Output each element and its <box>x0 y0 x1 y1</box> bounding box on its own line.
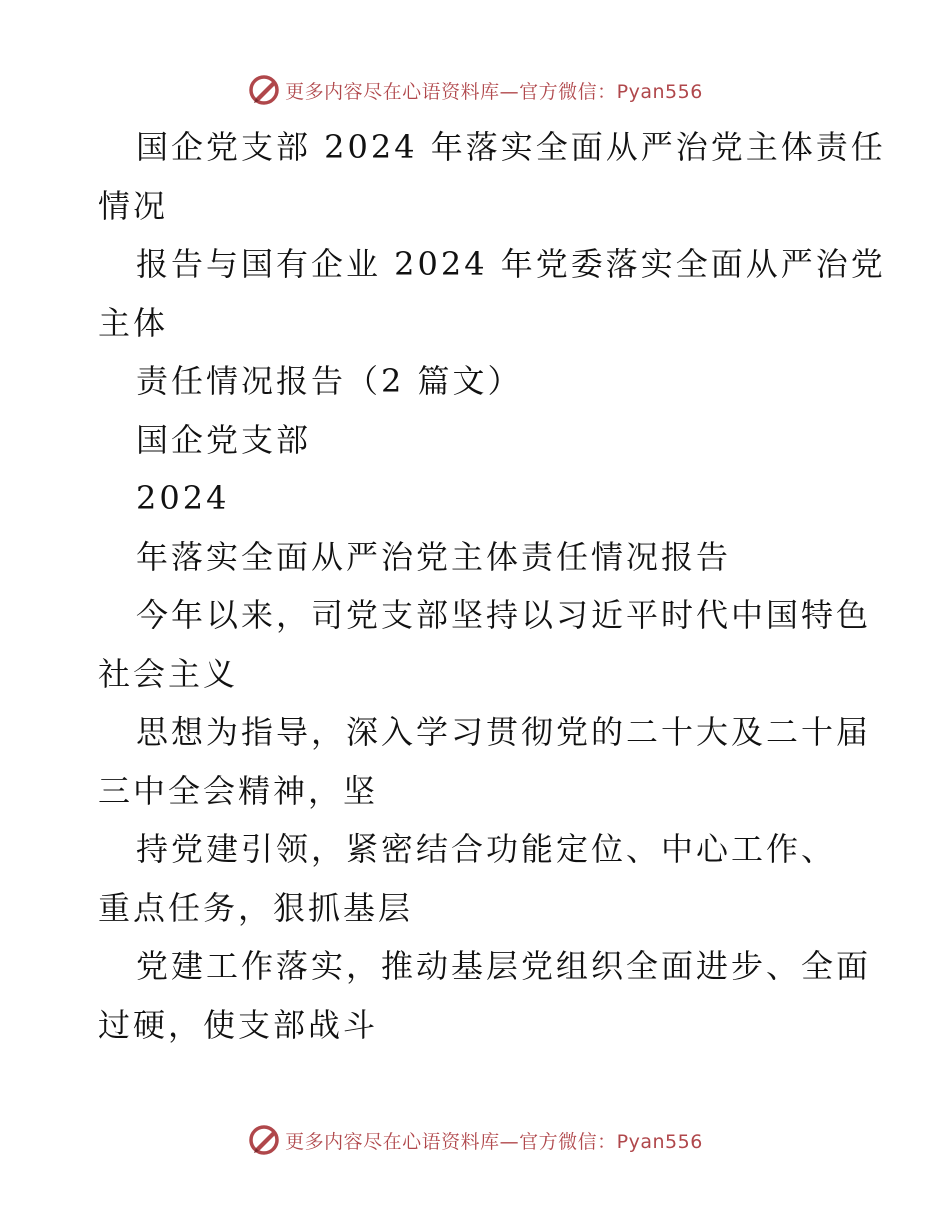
watermark-text: 更多内容尽在心语资料库—官方微信：Pyan556 <box>285 80 703 103</box>
text-line: 过硬，使支部战斗 <box>98 1005 379 1044</box>
text-line: 国企党支部 <box>136 420 312 459</box>
text-line: 党建工作落实，推动基层党组织全面进步、全面 <box>136 947 872 985</box>
text-line: 思想为指导，深入学习贯彻党的二十大及二十届 <box>136 713 872 751</box>
text-line: 国企党支部 2024 年落实全面从严治党主体责任 <box>136 128 886 166</box>
pen-circle-logo-icon <box>247 1123 281 1157</box>
pen-circle-logo-icon <box>247 73 281 107</box>
watermark-text: 更多内容尽在心语资料库—官方微信：Pyan556 <box>285 1130 703 1153</box>
text-line: 责任情况报告（2 篇文） <box>136 362 523 400</box>
text-line: 2024 <box>136 479 230 517</box>
header-watermark <box>0 70 950 110</box>
text-line: 年落实全面从严治党主体责任情况报告 <box>136 537 732 576</box>
text-line: 主体 <box>98 303 169 342</box>
text-line: 情况 <box>98 186 169 225</box>
text-line: 今年以来，司党支部坚持以习近平时代中国特色 <box>136 596 872 634</box>
text-line: 持党建引领，紧密结合功能定位、中心工作、 <box>136 830 837 868</box>
text-line: 社会主义 <box>98 654 239 693</box>
document-body <box>98 118 886 1054</box>
text-line: 重点任务，狠抓基层 <box>98 888 414 927</box>
text-line: 报告与国有企业 2024 年党委落实全面从严治党 <box>136 245 886 283</box>
footer-watermark <box>0 1120 950 1160</box>
text-line: 三中全会精神，坚 <box>98 771 379 810</box>
